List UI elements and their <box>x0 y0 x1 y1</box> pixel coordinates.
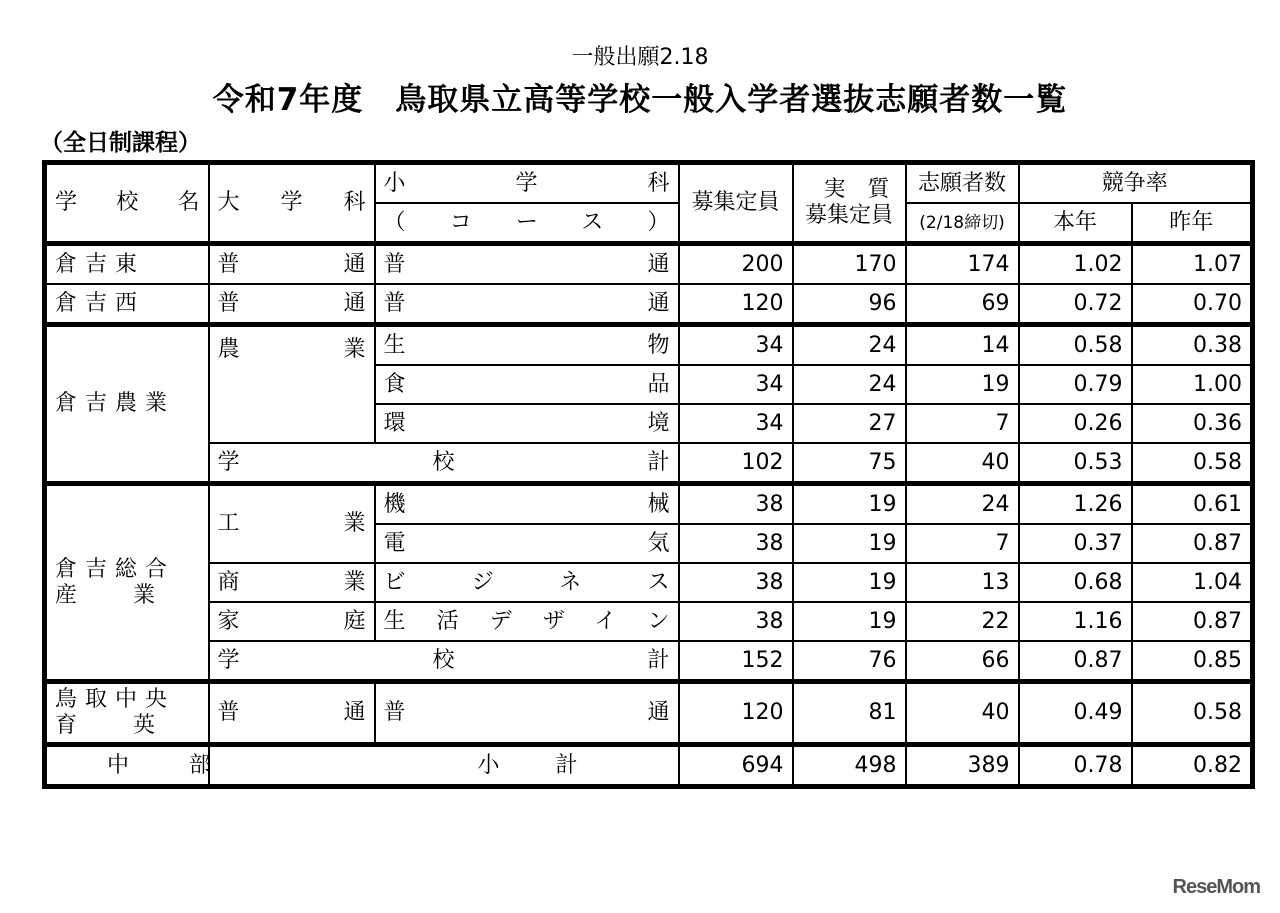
school-name-line1: 鳥取中央 <box>55 687 176 712</box>
dept-cell: 商業 <box>209 563 375 602</box>
col-applicants-deadline: (2/18締切) <box>906 203 1019 244</box>
rate-this-cell: 0.53 <box>1019 443 1132 484</box>
actual-cell: 170 <box>793 244 906 285</box>
school-name-line2: 育英 <box>55 713 212 738</box>
page-title: 令和7年度 鳥取県立高等学校一般入学者選抜志願者数一覧 <box>212 82 1068 118</box>
course-cell: 普通 <box>375 682 679 745</box>
capacity-cell: 152 <box>679 641 793 682</box>
school-cell: 倉吉農業 <box>45 325 209 484</box>
dept-cell: 工業 <box>209 484 375 564</box>
dept-cell: 普通 <box>209 682 375 745</box>
course-cell: 普通 <box>375 244 679 285</box>
rate-last-cell: 0.85 <box>1132 641 1253 682</box>
capacity-cell: 38 <box>679 563 793 602</box>
table-row <box>45 484 1253 525</box>
rate-this-cell: 0.68 <box>1019 563 1132 602</box>
section-label: （全日制課程） <box>40 130 201 156</box>
actual-cell: 75 <box>793 443 906 484</box>
actual-cell: 19 <box>793 524 906 563</box>
col-course-header <box>375 163 679 204</box>
school-name-line2: 産業 <box>55 582 212 608</box>
capacity-cell: 694 <box>679 745 793 787</box>
applicants-cell: 22 <box>906 602 1019 641</box>
rate-last-cell: 1.00 <box>1132 365 1253 404</box>
col-capacity-header: 募集定員 <box>679 163 793 244</box>
applicants-cell: 19 <box>906 365 1019 404</box>
applicants-cell: 7 <box>906 404 1019 443</box>
applicants-cell: 389 <box>906 745 1019 787</box>
school-total-row <box>45 641 1253 682</box>
subtotal-label: 小計 <box>209 745 679 787</box>
course-cell: 機械 <box>375 484 679 525</box>
dept-cell: 普通 <box>209 284 375 325</box>
school-cell <box>45 682 212 745</box>
rate-this-cell: 0.49 <box>1019 682 1132 745</box>
rate-last-cell: 0.87 <box>1132 602 1253 641</box>
rate-this-cell: 1.02 <box>1019 244 1132 285</box>
rate-this-cell: 0.58 <box>1019 325 1132 366</box>
col-actual-header <box>793 163 912 244</box>
table-row <box>45 325 1253 366</box>
table-row <box>45 563 1253 602</box>
applicants-cell: 13 <box>906 563 1019 602</box>
capacity-cell: 120 <box>679 284 793 325</box>
rate-this-cell: 0.79 <box>1019 365 1132 404</box>
capacity-cell: 34 <box>679 325 793 366</box>
course-cell: 電気 <box>375 524 679 563</box>
school-cell: 倉吉東 <box>45 244 209 285</box>
col-dept-header: 大学科 <box>209 163 375 244</box>
col-applicants-header: 志願者数 <box>906 163 1019 204</box>
dept-cell: 農業 <box>209 325 375 444</box>
dept-cell: 普通 <box>209 244 375 285</box>
rate-last-cell: 0.61 <box>1132 484 1253 525</box>
applicants-cell: 7 <box>906 524 1019 563</box>
actual-cell: 24 <box>793 365 906 404</box>
col-actual-header-line2: 募集定員 <box>804 203 893 228</box>
capacity-cell: 38 <box>679 484 793 525</box>
capacity-cell: 38 <box>679 524 793 563</box>
applicants-cell: 174 <box>906 244 1019 285</box>
rate-last-cell: 0.58 <box>1132 682 1253 745</box>
col-actual-header-line1: 実質 <box>823 177 912 202</box>
capacity-cell: 38 <box>679 602 793 641</box>
table-row <box>45 244 1253 285</box>
course-cell: 環境 <box>375 404 679 443</box>
actual-cell: 96 <box>793 284 906 325</box>
applicants-cell: 24 <box>906 484 1019 525</box>
course-cell: 普通 <box>375 284 679 325</box>
rate-this-cell: 1.26 <box>1019 484 1132 525</box>
school-total-row <box>45 443 1253 484</box>
course-cell: 食品 <box>375 365 679 404</box>
actual-cell: 76 <box>793 641 906 682</box>
rate-last-cell: 0.87 <box>1132 524 1253 563</box>
rate-this-cell: 0.78 <box>1019 745 1132 787</box>
page-subtitle: 一般出願2.18 <box>571 45 709 70</box>
col-rate-last-header: 昨年 <box>1132 203 1253 244</box>
table-row <box>45 284 1253 325</box>
rate-last-cell: 0.82 <box>1132 745 1253 787</box>
col-school-header: 学校名 <box>45 163 209 244</box>
school-name-line1: 倉吉総合 <box>55 556 176 582</box>
school-cell <box>45 484 212 682</box>
col-rate-this-header: 本年 <box>1019 203 1132 244</box>
col-rate-header: 競争率 <box>1019 163 1253 204</box>
rate-this-cell: 0.37 <box>1019 524 1132 563</box>
applicant-table <box>42 160 1255 789</box>
actual-cell: 24 <box>793 325 906 366</box>
course-cell: 生物 <box>375 325 679 366</box>
capacity-cell: 34 <box>679 404 793 443</box>
actual-cell: 27 <box>793 404 906 443</box>
applicants-cell: 14 <box>906 325 1019 366</box>
actual-cell: 81 <box>793 682 906 745</box>
col-course-header-top: 小学科 <box>383 170 670 196</box>
applicants-cell: 40 <box>906 682 1019 745</box>
resemom-logo: ReseMom <box>1172 876 1260 898</box>
rate-last-cell: 0.70 <box>1132 284 1253 325</box>
rate-this-cell: 1.16 <box>1019 602 1132 641</box>
applicants-cell: 66 <box>906 641 1019 682</box>
actual-cell: 19 <box>793 484 906 525</box>
actual-cell: 19 <box>793 563 906 602</box>
rate-last-cell: 1.07 <box>1132 244 1253 285</box>
capacity-cell: 102 <box>679 443 793 484</box>
course-cell: ビジネス <box>375 563 679 602</box>
rate-last-cell: 0.38 <box>1132 325 1253 366</box>
actual-cell: 19 <box>793 602 906 641</box>
school-cell: 倉吉西 <box>45 284 209 325</box>
applicants-cell: 40 <box>906 443 1019 484</box>
table-header-row <box>45 163 1253 204</box>
col-course-header-bottom: （コース） <box>383 209 670 235</box>
capacity-cell: 200 <box>679 244 793 285</box>
dept-cell: 家庭 <box>209 602 375 641</box>
rate-last-cell: 0.58 <box>1132 443 1253 484</box>
capacity-cell: 120 <box>679 682 793 745</box>
rate-this-cell: 0.26 <box>1019 404 1132 443</box>
actual-cell: 498 <box>793 745 906 787</box>
school-total-label: 学校計 <box>209 641 679 682</box>
region-label: 中部 <box>45 745 209 787</box>
rate-last-cell: 0.36 <box>1132 404 1253 443</box>
rate-last-cell: 1.04 <box>1132 563 1253 602</box>
col-course-header-sub <box>375 203 679 244</box>
table-row <box>45 602 1253 641</box>
table-row <box>45 682 1253 745</box>
school-total-label: 学校計 <box>209 443 679 484</box>
rate-this-cell: 0.87 <box>1019 641 1132 682</box>
applicants-cell: 69 <box>906 284 1019 325</box>
course-cell: 生活デザイン <box>375 602 679 641</box>
rate-this-cell: 0.72 <box>1019 284 1132 325</box>
capacity-cell: 34 <box>679 365 793 404</box>
subtotal-row <box>45 745 1253 787</box>
